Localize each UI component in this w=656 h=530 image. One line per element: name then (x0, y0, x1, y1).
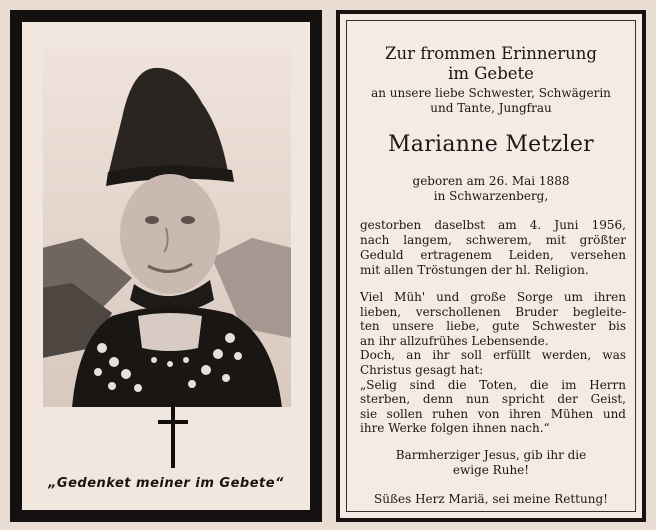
heading-line: im Gebete (448, 64, 534, 83)
deceased-name: Marianne Metzler (387, 132, 594, 157)
prayer (340, 448, 642, 478)
paragraph-line: sterben, denn nun spricht der Geist, (360, 392, 626, 407)
memorial-photo-card (10, 10, 322, 522)
memorial-text-card (336, 10, 646, 522)
paragraph-line: „Selig sind die Toten, die im Herrn (360, 377, 626, 392)
death-info (340, 218, 642, 278)
portrait-illustration (42, 48, 292, 408)
paragraph-line: sie sollen ruhen von ihren Mühen und (360, 406, 626, 421)
birth-info (340, 174, 642, 204)
card-heading (340, 44, 642, 84)
death-line: Geduld ertragenem Leiden, versehen (360, 248, 626, 262)
death-line: nach langem, schwerem, mit größter (360, 233, 626, 247)
paragraph-line: an ihr allzufrühes Lebensende. (360, 333, 549, 348)
portrait-photo (42, 48, 292, 408)
birth-line: geboren am 26. Mai 1888 (412, 174, 570, 188)
paragraph-line: ihre Werke folgen ihnen nach.“ (360, 421, 550, 436)
prayer-line: Barmherziger Jesus, gib ihr die (395, 448, 587, 462)
prayer-line: ewige Ruhe! (452, 463, 530, 477)
dedication (340, 86, 642, 116)
dedication-line: und Tante, Jungfrau (430, 101, 552, 115)
paragraph-line: Viel Müh' und große Sorge um ihren (360, 290, 626, 304)
death-line: mit allen Tröstungen der hl. Religion. (360, 263, 589, 277)
paragraph-line: lieben, verschollenen Bruder begleite- (360, 304, 626, 319)
paragraph-line: Christus gesagt hat: (360, 362, 484, 377)
photo-card-inner (22, 22, 310, 510)
birth-line: in Schwarzenberg, (433, 189, 549, 203)
closing-invocation: Süßes Herz Mariä, sei meine Rettung! (374, 492, 608, 506)
dedication-line: an unsere liebe Schwester, Schwägerin (371, 86, 611, 100)
motto-text: „Gedenket meiner im Gebete“ (48, 476, 284, 491)
heading-line: Zur frommen Erinnerung (384, 44, 597, 63)
latin-cross-icon (158, 404, 188, 468)
memorial-paragraph (340, 290, 642, 436)
paragraph-line: Doch, an ihr soll erfüllt werden, was (360, 348, 626, 363)
death-line: gestorben daselbst am 4. Juni 1956, (360, 218, 626, 232)
paragraph-line: ten unsere liebe, gute Schwester bis (360, 319, 626, 334)
